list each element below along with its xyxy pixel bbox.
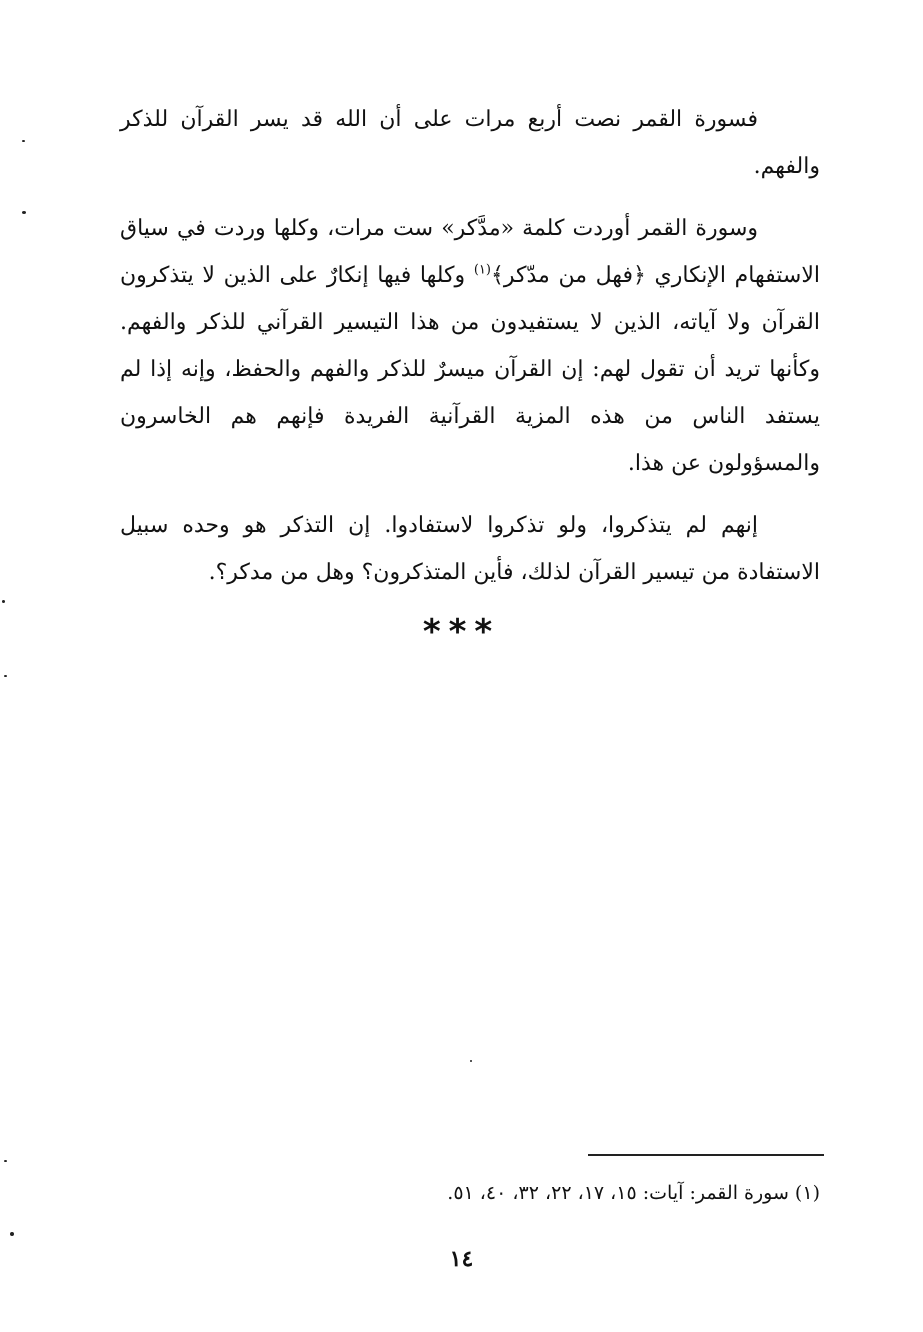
paragraph-2-start: وسورة القمر أوردت كلمة «مدَّكر» ست مرات، وكلها وردت في سياق الاستفهام الإنكاري ﴿فهل من مدّكر﴾: [120, 216, 820, 288]
scan-speck: [22, 211, 26, 214]
footnote-reference[interactable]: (١): [473, 262, 491, 278]
section-separator: ***: [422, 612, 501, 652]
paragraph-2: [120, 205, 820, 487]
scan-speck: [10, 1232, 14, 1236]
scan-speck: [2, 600, 5, 603]
page-number: ١٤: [449, 1246, 474, 1272]
footnote: (١) سورة القمر: آيات: ١٥، ١٧، ٢٢، ٣٢، ٤٠، ٥١.: [447, 1182, 820, 1204]
body-text: [120, 96, 820, 611]
scan-speck: [4, 675, 7, 677]
paragraph-3: إنهم لم يتذكروا، ولو تذكروا لاستفادوا. إن التذكر هو وحده سبيل الاستفادة من تيسير القرآن لذلك، فأين المتذكرون؟ وهل من مدكر؟.: [120, 513, 820, 585]
footnote-divider: [588, 1154, 824, 1156]
scan-speck: [470, 1060, 472, 1062]
scan-speck: [22, 140, 25, 142]
paragraph-1: فسورة القمر نصت أربع مرات على أن الله قد يسر القرآن للذكر والفهم.: [120, 107, 820, 179]
paragraph-2-continuation: وكلها فيها إنكارٌ على الذين لا يتذكرون القرآن ولا آياته، الذين لا يستفيدون من هذا التيسير القرآني للذكر والفهم. وكأنها تريد أن تقول لهم: إن القرآن ميسرٌ للذكر والفهم والحفظ، وإنه إذا لم يستفد الناس من هذه المزية القرآنية الفريدة فإنهم هم الخاسرون والمسؤولون عن هذا.: [120, 263, 820, 476]
scan-speck: [4, 1160, 7, 1162]
